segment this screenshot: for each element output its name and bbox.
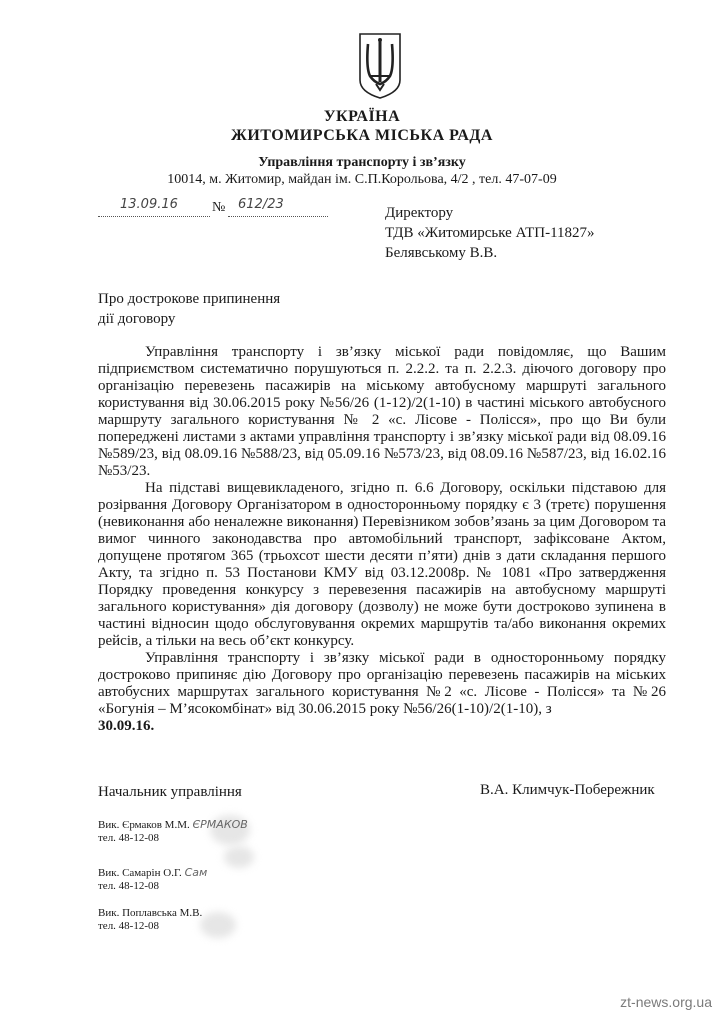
blurred-stamp [200,912,236,938]
site-watermark: zt-news.org.ua [620,994,712,1010]
executor-1 [98,818,248,845]
subject-line-1: Про дострокове припинення [98,291,281,307]
number-underline [228,216,328,217]
body-paragraph-2: На підставі вищевикладеного, згідно п. 6.6 Договору, оскільки підставою для розірвання Договору Організатором в односторонньому порядку є 3 (третє) порушення (невиконання або неналежне виконання) Перевізником зобов’язань за цим Договором та вимог чинного законодавства про автомобільний транспорт, зафіксоване Актом, допущене протягом 365 (трьохсот шести десяти п’яти) днів з дати складання першого Акту, та згідно п. 53 Постанови КМУ від 03.12.2008р. № 1081 «Про затвердження Порядку проведення конкурсу з перевезення пасажирів на автобусному маршруті загального користування» дія договору (дозволу) не може бути достроково зупинена в частині відносин щодо обслуговування окремих маршрутів та/або виконання окремих рейсів, а тільки на весь об’єкт конкурсу. [98,480,666,649]
subject-line-2: дії договору [98,311,176,327]
blurred-stamp [224,846,254,868]
letter-body [98,344,666,735]
executor-3 [98,907,202,933]
registration-line [98,197,328,221]
body-paragraph-3: Управління транспорту і зв’язку міської ради в односторонньому порядку достроково припиняє дію Договору про організацію перевезень пасажирів на міських автобусних маршрутах загального користування №2 «с. Лісове - Полісся» та №26 «Богунія – М’ясокомбінат» від 30.06.2015 року №56/26(1-10)/2(1-10), з [98,650,666,717]
date-underline [98,216,210,217]
trident-icon [356,32,404,100]
addressee-person: Белявському В.В. [385,245,498,261]
executor-name: Вик. Єрмаков М.М. [98,819,190,831]
number-label: № [212,200,226,215]
signatory-title: Начальник управління [98,784,242,800]
executor-scribble: ЄРМАКОВ [192,818,248,831]
addressee-position: Директору [385,205,454,221]
executor-name: Вик. Поплавська М.В. [98,907,203,919]
addressee-company: ТДВ «Житомирське АТП-11827» [385,225,595,241]
council-heading: ЖИТОМИРСЬКА МІСЬКА РАДА [231,127,493,144]
addressee-block [385,203,595,263]
country-heading: УКРАЇНА [323,108,401,125]
executor-phone: тел. 48-12-08 [98,832,160,844]
executor-phone: тел. 48-12-08 [98,880,160,892]
executor-2 [98,866,207,893]
registration-date: 13.09.16 [120,197,178,212]
executor-phone: тел. 48-12-08 [98,920,160,932]
termination-date: 30.09.16. [98,718,155,734]
executor-name: Вик. Самарін О.Г. [98,867,182,879]
subject-block [98,289,280,329]
department-heading: Управління транспорту і зв’язку [258,155,466,170]
executor-scribble: Сам [184,866,208,879]
registration-number: 612/23 [238,197,284,212]
signatory-name: В.А. Климчук-Побережник [480,782,655,798]
address-line: 10014, м. Житомир, майдан ім. С.П.Корольова, 4/2 , тел. 47-07-09 [167,172,557,187]
body-paragraph-1: Управління транспорту і зв’язку міської ради повідомляє, що Вашим підприємством систематично порушуються п. 2.2.2. та п. 2.2.3. діючого договору про організацію перевезень пасажирів на міському автобусному маршруті загального користування від 30.06.2015 року №56/26 (1-12)/2(1-10) в частині міського автобусного маршруту загального користування № 2 «с. Лісове - Полісся», про що Ви були попереджені листами з актами управління транспорту і зв’язку міської ради від 08.09.16 №589/23, від 08.09.16 №588/23, від 05.09.16 №573/23, від 08.09.16 №587/23, від 16.02.16 №53/23. [98,344,666,479]
